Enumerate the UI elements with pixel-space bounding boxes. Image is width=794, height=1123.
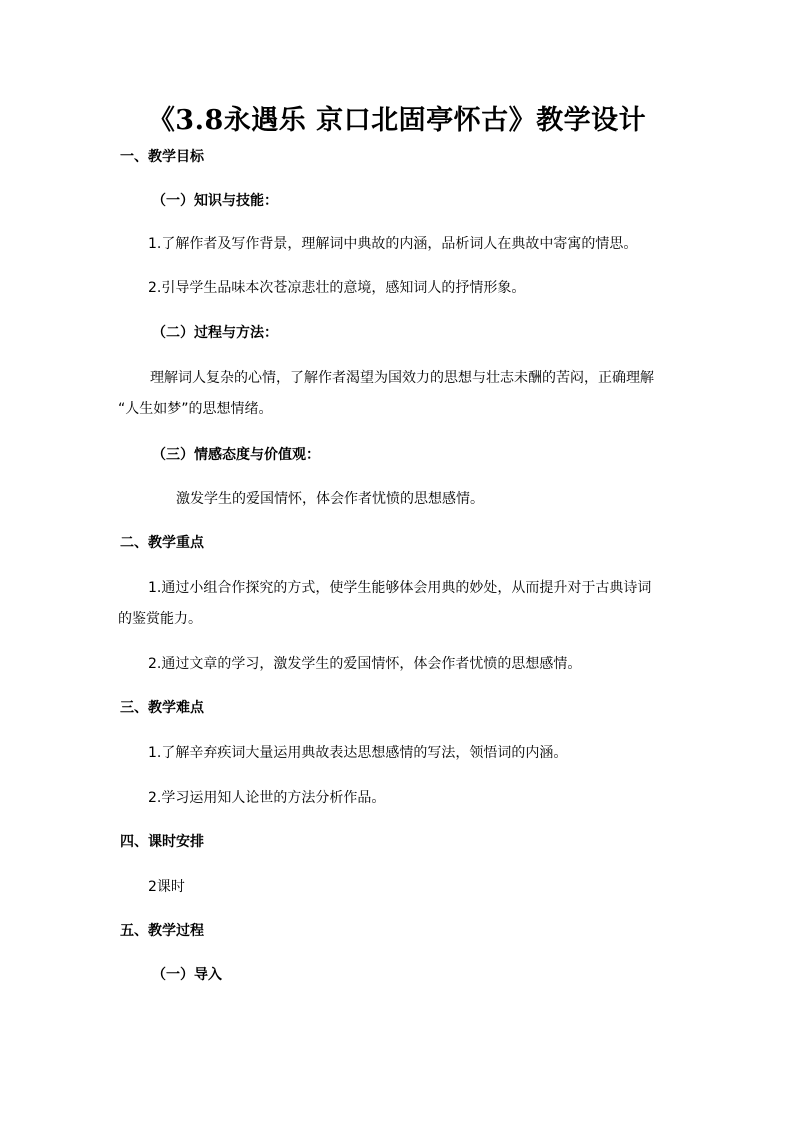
subheading-knowledge-skills: （一）知识与技能： bbox=[152, 193, 278, 209]
heading-difficulties: 三、教学难点 bbox=[120, 700, 204, 716]
document-title: 《3.8永遇乐 京口北固亭怀古》教学设计 bbox=[147, 105, 647, 136]
heading-key-points: 二、教学重点 bbox=[120, 535, 204, 551]
key-point-2: 2.通过文章的学习，激发学生的爱国情怀，体会作者忧愤的思想感情。 bbox=[148, 656, 582, 672]
heading-schedule: 四、课时安排 bbox=[120, 834, 204, 850]
knowledge-item-1: 1.了解作者及写作背景，理解词中典故的内涵，品析词人在典故中寄寓的情思。 bbox=[148, 236, 638, 252]
heading-teaching-goals: 一、教学目标 bbox=[120, 149, 204, 165]
subheading-emotion-values: （三）情感态度与价值观： bbox=[152, 447, 320, 463]
emotion-text: 激发学生的爱国情怀，体会作者忧愤的思想感情。 bbox=[176, 491, 484, 507]
difficulty-item-2: 2.学习运用知人论世的方法分析作品。 bbox=[148, 790, 386, 806]
knowledge-item-2: 2.引导学生品味本次苍凉悲壮的意境，感知词人的抒情形象。 bbox=[148, 280, 526, 296]
schedule-value: 2课时 bbox=[148, 879, 185, 895]
subheading-process-methods: （二）过程与方法： bbox=[152, 325, 278, 341]
difficulty-item-1: 1.了解辛弃疾词大量运用典故表达思想感情的写法，领悟词的内涵。 bbox=[148, 745, 568, 761]
subheading-introduction: （一）导入 bbox=[152, 967, 222, 983]
heading-procedure: 五、教学过程 bbox=[120, 923, 204, 939]
key-point-1-line-1: 1.通过小组合作探究的方式，使学生能够体会用典的妙处，从而提升对于古典诗词 bbox=[148, 580, 652, 596]
process-text-line-1: 理解词人复杂的心情，了解作者渴望为国效力的思想与壮志未酬的苦闷，正确理解 bbox=[150, 370, 654, 386]
key-point-1-line-2: 的鉴赏能力。 bbox=[118, 611, 202, 627]
process-text-line-2: “人生如梦”的思想情绪。 bbox=[118, 401, 273, 417]
